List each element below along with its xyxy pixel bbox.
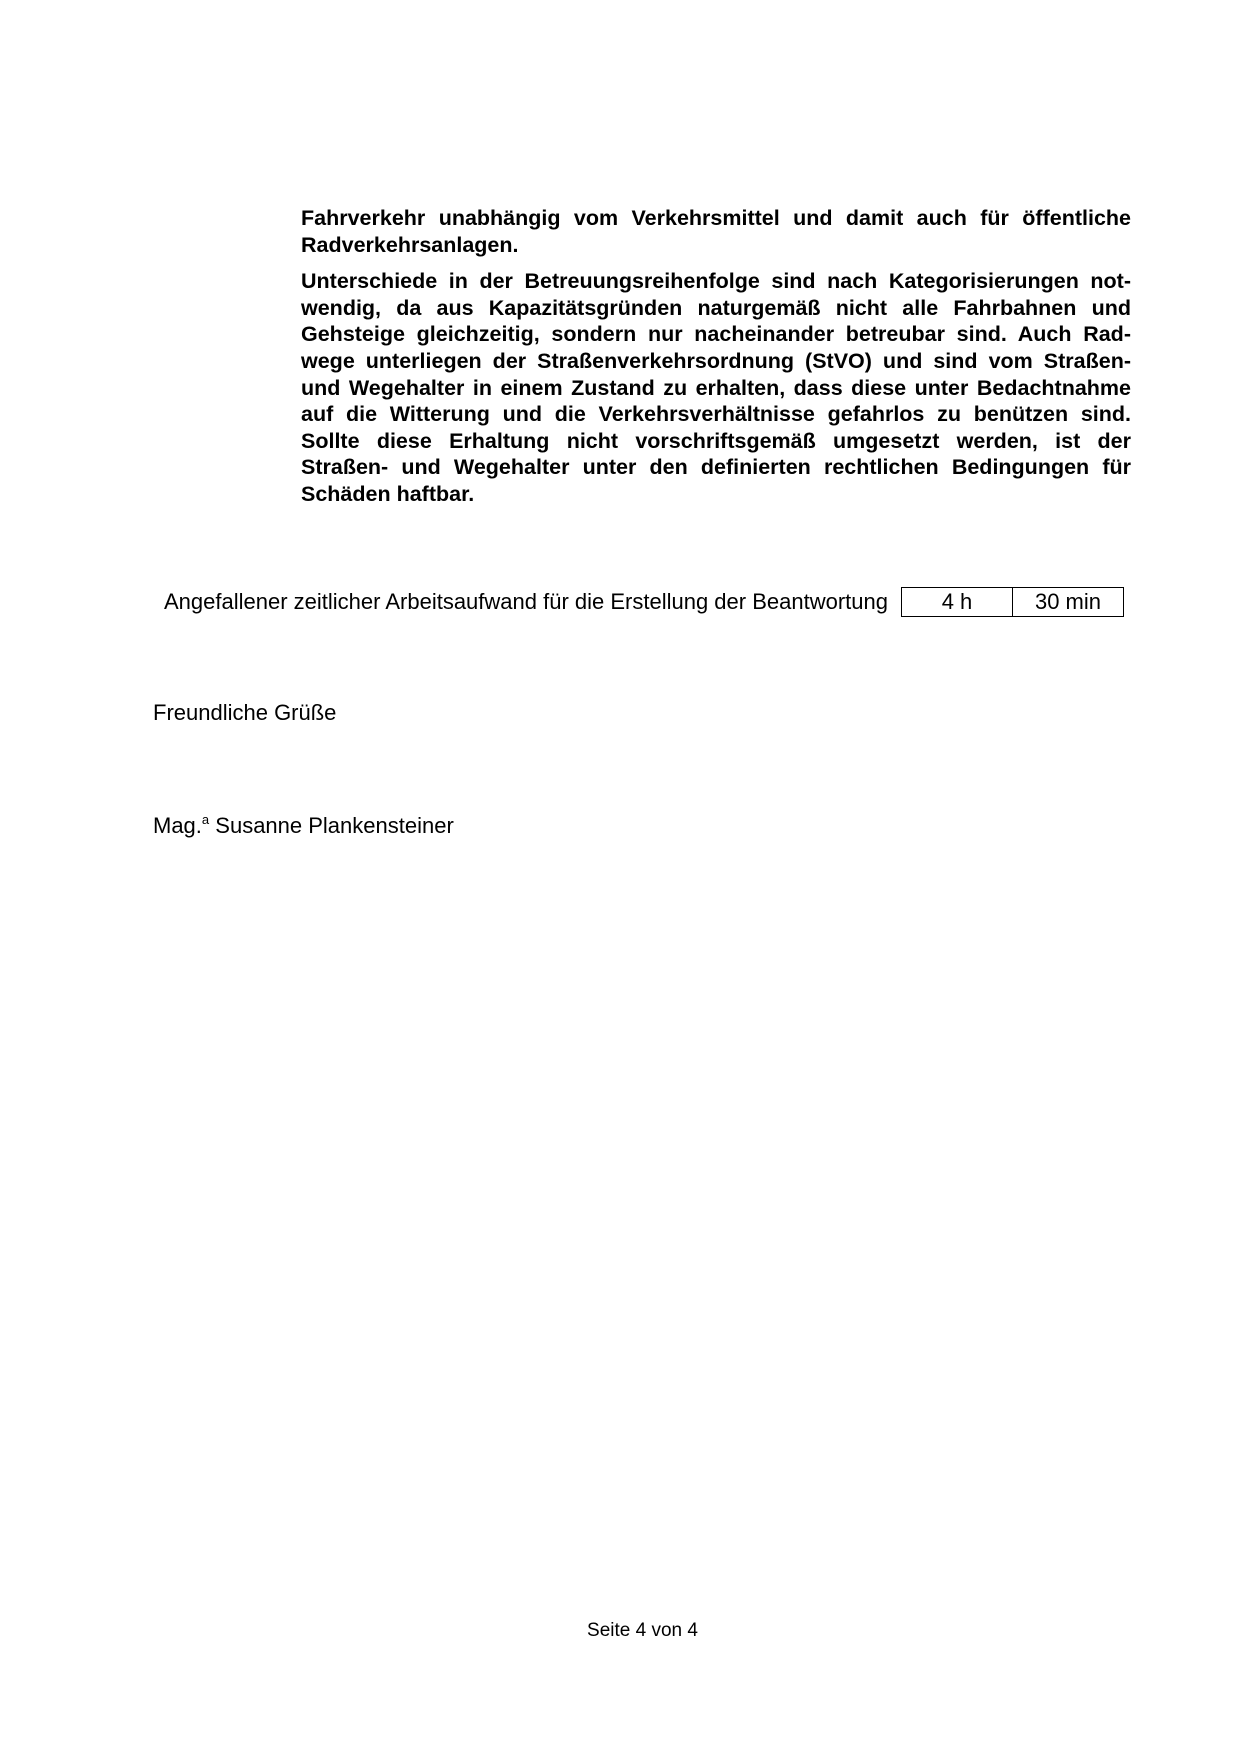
effort-table — [901, 587, 1124, 617]
effort-minutes: 30 min — [1034, 589, 1101, 614]
closing-greeting: Freundliche Grüße — [153, 700, 337, 725]
answer-paragraph-1: Fahrverkehr unabhängig vom Verkehrsmittel und damit auch für öffentliche Radverkehrsanlagen. — [301, 206, 1131, 257]
effort-row — [164, 587, 1124, 617]
page-number: Seite 4 von 4 — [587, 1620, 698, 1641]
signature — [153, 812, 454, 839]
signature-title-superscript: a — [201, 812, 210, 827]
answer-paragraph-2: Unterschiede in der Betreuungsreihenfolge sind nach Kategorisierungen notwendig, da aus Kapazitätsgründen naturgemäß nicht alle Fahrbahnen und Gehsteige gleichzeitig, sondern nur nacheinander betreubar sind. Auch Radwege unterliegen der Straßenverkehrsordnung (StVO) und sind vom Straßen- und Wegehalter in einem Zustand zu erhalten, dass diese unter Bedachtnahme auf die Witterung und die Verkehrsverhältnisse gefahrlos zu benützen sind. Sollte diese Erhaltung nicht vorschriftsgemäß umgesetzt werden, ist der Straßen- und Wegehalter unter den definierten rechtlichen Bedingungen für Schäden haftbar. — [301, 269, 1131, 506]
effort-label: Angefallener zeitlicher Arbeitsaufwand für die Erstellung der Beantwortung — [164, 589, 888, 614]
effort-hours: 4 h — [902, 588, 1013, 616]
signature-name: Susanne Plankensteiner — [215, 813, 454, 838]
answer-text — [301, 205, 1131, 518]
signature-title: Mag. — [153, 813, 202, 838]
